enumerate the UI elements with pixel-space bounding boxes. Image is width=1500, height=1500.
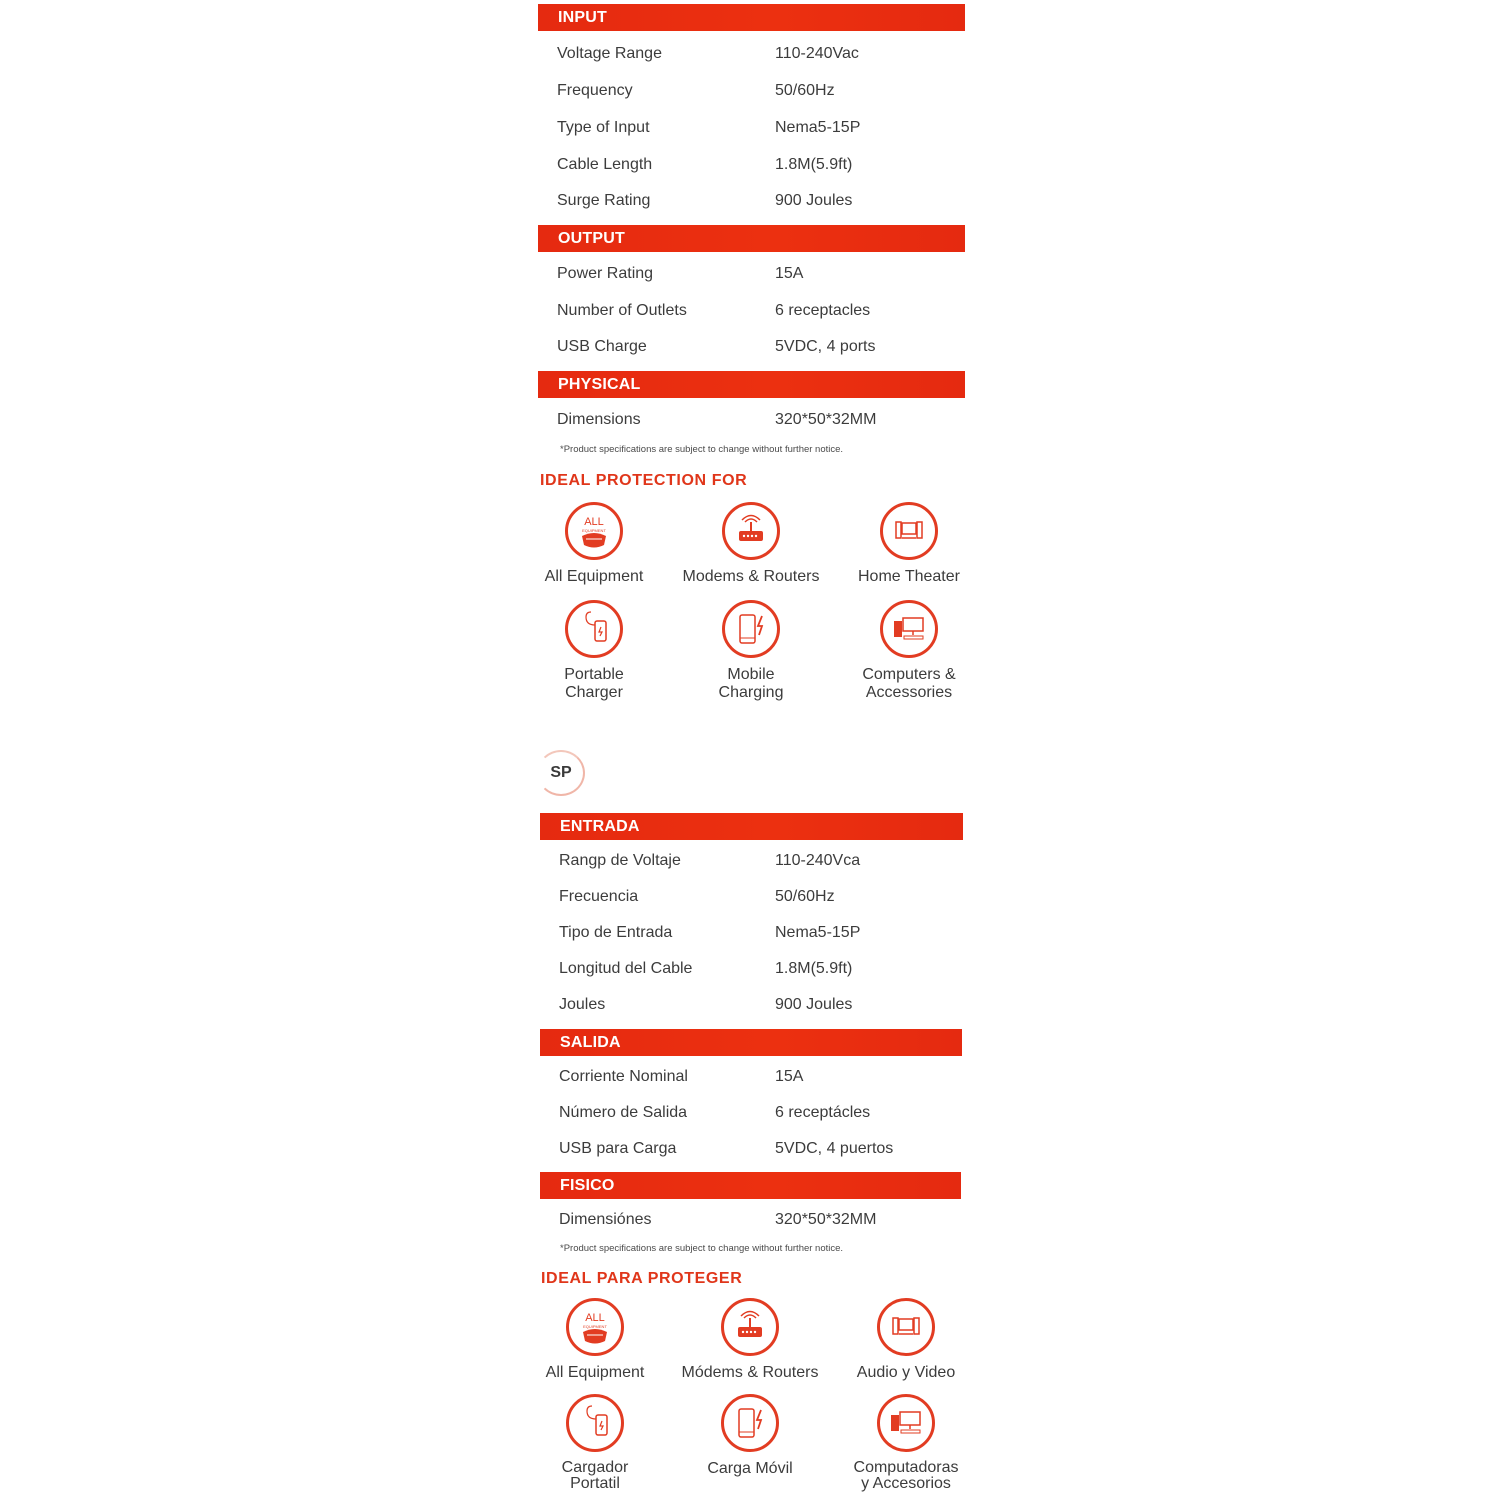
- spec-value: 15A: [775, 1068, 804, 1085]
- protection-item: [806, 1394, 1006, 1492]
- spec-value: Nema5-15P: [775, 119, 861, 136]
- spec-value: 900 Joules: [775, 996, 853, 1013]
- spec-row: [557, 338, 957, 360]
- spec-row: [559, 852, 959, 874]
- spec-label: USB para Carga: [559, 1140, 677, 1157]
- icon-text: ALL: [585, 1312, 605, 1324]
- spec-row: [559, 1140, 959, 1162]
- section-header-salida: SALIDA: [540, 1029, 962, 1056]
- spec-row: [557, 45, 957, 67]
- spec-label: Frecuencia: [559, 888, 639, 905]
- language-badge: SP: [537, 750, 585, 796]
- router-icon: [722, 502, 780, 560]
- protection-label: Portable Charger: [564, 666, 624, 701]
- spec-label: Longitud del Cable: [559, 960, 693, 977]
- section-header-input: INPUT: [538, 4, 965, 31]
- spec-value: 50/60Hz: [775, 888, 835, 905]
- protection-label: Audio y Video: [856, 1364, 956, 1381]
- section-header-output: OUTPUT: [538, 225, 965, 252]
- spec-value: 1.8M(5.9ft): [775, 156, 853, 173]
- protection-heading: IDEAL PARA PROTEGER: [541, 1270, 743, 1287]
- spec-label: Frequency: [557, 82, 633, 99]
- spec-label: Power Rating: [557, 265, 654, 282]
- spec-row: [557, 192, 957, 214]
- spec-value: 1.8M(5.9ft): [775, 960, 853, 977]
- mobile-charging-icon: [722, 600, 780, 658]
- spec-row: [559, 1068, 959, 1090]
- spec-row: [557, 411, 957, 433]
- protection-label: All Equipment: [544, 568, 644, 585]
- home-theater-icon: [877, 1298, 935, 1356]
- protection-label: All Equipment: [545, 1364, 645, 1381]
- spec-value: 15A: [775, 265, 804, 282]
- spec-row: [557, 265, 957, 287]
- protection-item: [809, 502, 1009, 586]
- spec-label: Surge Rating: [557, 192, 651, 209]
- disclaimer-note: *Product specifications are subject to change without further notice.: [560, 1243, 844, 1254]
- computer-icon: [880, 600, 938, 658]
- protection-label: Carga Móvil: [707, 1460, 793, 1477]
- spec-row: [557, 119, 957, 141]
- spec-label: Voltage Range: [557, 45, 662, 62]
- protection-label: Cargador Portatil: [561, 1459, 629, 1492]
- spec-value: 5VDC, 4 puertos: [775, 1140, 894, 1157]
- spec-label: USB Charge: [557, 338, 647, 355]
- spec-label: Tipo de Entrada: [559, 924, 673, 941]
- portable-charger-icon: [565, 600, 623, 658]
- icon-subtext: EQUIPMENT: [583, 1324, 607, 1329]
- icon-text: ALL: [584, 516, 604, 528]
- spec-row: [557, 302, 957, 324]
- protection-label: Mobile Charging: [718, 666, 784, 701]
- section-header-physical: PHYSICAL: [538, 371, 965, 398]
- disclaimer-note: *Product specifications are subject to change without further notice.: [560, 444, 844, 455]
- protection-item: [809, 600, 1009, 702]
- spec-value: 5VDC, 4 ports: [775, 338, 876, 355]
- spec-label: Rangp de Voltaje: [559, 852, 681, 869]
- protection-label: Computers & Accessories: [862, 666, 956, 701]
- all-equipment-icon: [565, 502, 623, 560]
- spec-value: 320*50*32MM: [775, 411, 877, 428]
- protection-label: Home Theater: [858, 568, 960, 585]
- protection-label: Módems & Routers: [681, 1364, 819, 1381]
- icon-subtext: EQUIPMENT: [582, 528, 606, 533]
- spec-row: [557, 82, 957, 104]
- section-header-fisico: FISICO: [540, 1172, 961, 1199]
- spec-label: Número de Salida: [559, 1104, 688, 1121]
- section-header-entrada: ENTRADA: [540, 813, 963, 840]
- spec-row: [559, 960, 959, 982]
- home-theater-icon: [880, 502, 938, 560]
- computer-icon: [877, 1394, 935, 1452]
- protection-label: Modems & Routers: [682, 568, 820, 585]
- spec-row: [559, 1211, 959, 1233]
- spec-label: Dimensiónes: [559, 1211, 652, 1228]
- spec-label: Type of Input: [557, 119, 650, 136]
- router-icon: [721, 1298, 779, 1356]
- protection-item: [806, 1298, 1006, 1382]
- mobile-charging-icon: [721, 1394, 779, 1452]
- spec-row: [557, 156, 957, 178]
- spec-row: [559, 1104, 959, 1126]
- spec-row: [559, 924, 959, 946]
- spec-value: Nema5-15P: [775, 924, 861, 941]
- all-equipment-icon: [566, 1298, 624, 1356]
- spec-value: 900 Joules: [775, 192, 853, 209]
- spec-label: Dimensions: [557, 411, 641, 428]
- spec-label: Number of Outlets: [557, 302, 687, 319]
- spec-row: [559, 996, 959, 1018]
- spec-label: Cable Length: [557, 156, 653, 173]
- spec-value: 6 receptácles: [775, 1104, 871, 1121]
- spec-value: 110-240Vca: [775, 852, 861, 869]
- spec-row: [559, 888, 959, 910]
- spec-value: 6 receptacles: [775, 302, 871, 319]
- portable-charger-icon: [566, 1394, 624, 1452]
- spec-label: Corriente Nominal: [559, 1068, 688, 1085]
- spec-value: 110-240Vac: [775, 45, 859, 62]
- spec-value: 50/60Hz: [775, 82, 835, 99]
- spec-value: 320*50*32MM: [775, 1211, 877, 1228]
- protection-heading: IDEAL PROTECTION FOR: [540, 472, 748, 489]
- protection-label: Computadoras y Accesorios: [853, 1459, 959, 1492]
- spec-label: Joules: [559, 996, 606, 1013]
